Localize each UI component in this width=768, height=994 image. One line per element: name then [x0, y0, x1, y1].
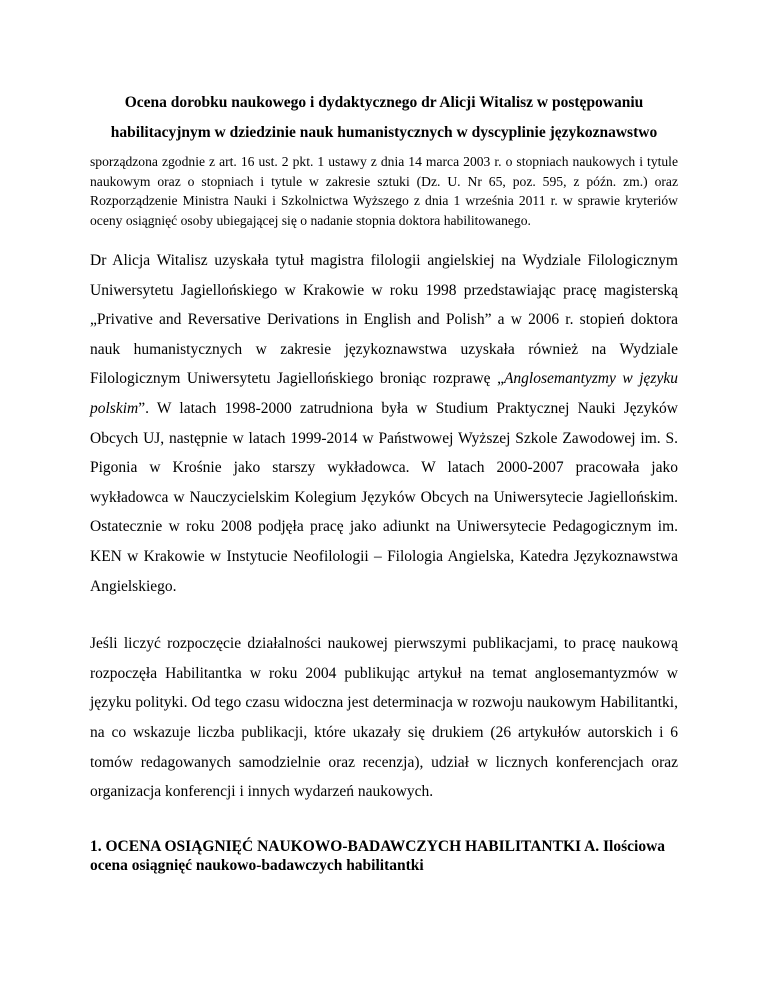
dissertation-title: Anglosemantyzmy w języku polskim	[90, 370, 678, 417]
paragraph-biography	[90, 246, 678, 601]
document-title-line-2: habilitacyjnym w dziedzinie nauk humanistycznych w dyscyplinie językoznawstwo	[110, 124, 658, 141]
document-subtitle: sporządzona zgodnie z art. 16 ust. 2 pkt. 1 ustawy z dnia 14 marca 2003 r. o stopniach naukowych i tytule naukowym oraz o stopniach i tytule w zakresie sztuki (Dz. U. Nr 65, poz. 595, z późn. zm.) oraz Rozporządzenie Ministra Nauki i Szkolnictwa Wyższego z dnia 1 września 2011 r. w sprawie kryteriów oceny osiągnięć osoby ubiegającej się o nadanie stopnia doktora habilitowanego.	[90, 154, 678, 228]
paragraph-research-activity: Jeśli liczyć rozpoczęcie działalności naukowej pierwszymi publikacjami, to pracę naukową rozpoczęła Habilitantka w roku 2004 publikując artykuł na temat anglosemantyzmów w języku polityki. Od tego czasu widoczna jest determinacja w rozwoju naukowym Habilitantki, na co wskazuje liczba publikacji, które ukazały się drukiem (26 artykułów autorskich i 6 tomów redagowanych samodzielnie oraz recenzja), udział w licznych konferencjach oraz organizacja konferencji i innych wydarzeń naukowych.	[90, 635, 678, 801]
paragraph-biography-text-1: Dr Alicja Witalisz uzyskała tytuł magistra filologii angielskiej na Wydziale Filologicznym Uniwersytetu Jagiellońskiego w Krakowie w roku 1998 przedstawiając pracę magisterską „Privative and Reversative Derivations in English and Polish” a w 2006 r. stopień doktora nauk humanistycznych w zakresie językoznawstwa uzyskała również na Wydziale Filologicznym Uniwersytetu Jagiellońskiego broniąc rozprawę „	[90, 252, 678, 388]
section-heading: 1. OCENA OSIĄGNIĘĆ NAUKOWO-BADAWCZYCH HABILITANTKI A. Ilościowa ocena osiągnięć naukowo-badawczych habilitantki	[90, 837, 666, 874]
document-title-line-1: Ocena dorobku naukowego i dydaktycznego dr Alicji Witalisz w postępowaniu	[124, 94, 644, 111]
paragraph-biography-text-2: ”. W latach 1998-2000 zatrudniona była w Studium Praktycznej Nauki Języków Obcych UJ, następnie w latach 1999-2014 w Państwowej Wyższej Szkole Zawodowej im. S. Pigonia w Krośnie jako starszy wykładowca. W latach 2000-2007 pracowała jako wykładowca w Nauczycielskim Kolegium Języków Obcych na Uniwersytecie Jagiellońskim. Ostatecznie w roku 2008 podjęła pracę jako adiunkt na Uniwersytecie Pedagogicznym im. KEN w Krakowie w Instytucie Neofilologii – Filologia Angielska, Katedra Językoznawstwa Angielskiego.	[90, 399, 678, 595]
